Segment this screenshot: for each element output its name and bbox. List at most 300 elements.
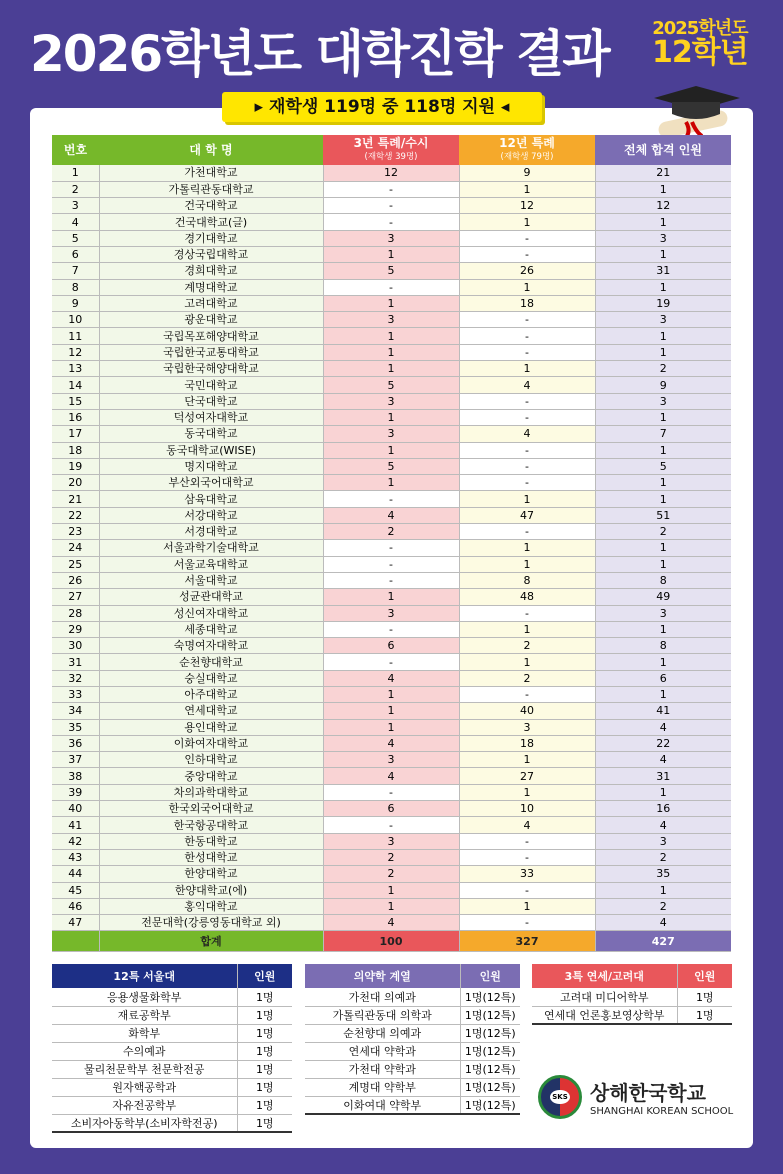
count-total: 3 (595, 230, 731, 246)
count-total: 1 (595, 621, 731, 637)
department: 원자핵공학과 (52, 1078, 237, 1096)
university-name: 가천대학교 (99, 165, 323, 181)
badge-grade: 12학년 (652, 35, 748, 70)
row-number: 13 (52, 361, 99, 377)
department: 고려대 미디어학부 (532, 988, 677, 1006)
table-row (52, 866, 731, 882)
university-name: 한양대학교(에) (99, 882, 323, 898)
count-3year: 5 (323, 458, 459, 474)
count-3year: - (323, 556, 459, 572)
badge-year: 2025학년도 (652, 18, 748, 39)
university-name: 한국외국어대학교 (99, 801, 323, 817)
university-name: 덕성여자대학교 (99, 409, 323, 425)
summary-banner: ▸ 재학생 119명 중 118명 지원 ◂ (222, 92, 542, 122)
count-12year: 3 (459, 719, 595, 735)
table-row (52, 833, 731, 849)
row-number: 45 (52, 882, 99, 898)
count-total: 51 (595, 507, 731, 523)
row-number: 47 (52, 915, 99, 931)
count-3year: 4 (323, 768, 459, 784)
table-row (52, 768, 731, 784)
count-3year: 1 (323, 295, 459, 311)
count-3year: - (323, 181, 459, 197)
count: 1명 (237, 1006, 292, 1024)
count-3year: 6 (323, 638, 459, 654)
university-name: 서강대학교 (99, 507, 323, 523)
count-12year: - (459, 328, 595, 344)
count-total: 4 (595, 817, 731, 833)
row-number: 24 (52, 540, 99, 556)
count-total: 22 (595, 735, 731, 751)
count-total: 1 (595, 409, 731, 425)
count-3year: 3 (323, 752, 459, 768)
row-number: 17 (52, 426, 99, 442)
count-total: 1 (595, 279, 731, 295)
count-12year: - (459, 915, 595, 931)
count-12year: - (459, 344, 595, 360)
count-12year: 1 (459, 181, 595, 197)
subtable-header (305, 964, 520, 988)
department: 연세대 언론홍보영상학부 (532, 1006, 677, 1024)
table-row (52, 458, 731, 474)
university-name: 서울교육대학교 (99, 556, 323, 572)
count-total: 1 (595, 475, 731, 491)
count: 1명 (237, 1078, 292, 1096)
university-name: 경상국립대학교 (99, 246, 323, 262)
count-12year: 1 (459, 654, 595, 670)
university-name: 중앙대학교 (99, 768, 323, 784)
count-3year: 1 (323, 409, 459, 425)
row-number: 42 (52, 833, 99, 849)
row-number: 14 (52, 377, 99, 393)
count-3year: 1 (323, 589, 459, 605)
table-row (52, 491, 731, 507)
count-12year: 26 (459, 263, 595, 279)
count-12year: 4 (459, 426, 595, 442)
count-3year: 3 (323, 312, 459, 328)
count-total: 8 (595, 638, 731, 654)
header-total: 전체 합격 인원 (595, 135, 731, 165)
university-name: 전문대학(강릉영동대학교 외) (99, 915, 323, 931)
university-name: 한동대학교 (99, 833, 323, 849)
table-row (52, 784, 731, 800)
university-name: 고려대학교 (99, 295, 323, 311)
row-number: 4 (52, 214, 99, 230)
row-number: 43 (52, 849, 99, 865)
university-name: 국립목포해양대학교 (99, 328, 323, 344)
table-row (52, 475, 731, 491)
table-row (52, 670, 731, 686)
count-12year: 18 (459, 735, 595, 751)
count-3year: 2 (323, 866, 459, 882)
count-3year: 12 (323, 165, 459, 181)
count-3year: - (323, 572, 459, 588)
university-name: 용인대학교 (99, 719, 323, 735)
subtable-3 (532, 964, 732, 1025)
count-3year: 4 (323, 735, 459, 751)
row-number: 15 (52, 393, 99, 409)
row-number: 26 (52, 572, 99, 588)
count-total: 31 (595, 768, 731, 784)
count-3year: - (323, 654, 459, 670)
count-3year: 1 (323, 687, 459, 703)
row-number: 33 (52, 687, 99, 703)
count-12year: 48 (459, 589, 595, 605)
subtable-header (532, 964, 732, 988)
header-number: 번호 (52, 135, 99, 165)
table-row (52, 361, 731, 377)
row-number: 9 (52, 295, 99, 311)
table-row (52, 687, 731, 703)
subtable-row (532, 1006, 732, 1024)
count-3year: 4 (323, 507, 459, 523)
count: 1명 (237, 1042, 292, 1060)
count: 1명(12특) (460, 1096, 520, 1114)
count: 1명(12특) (460, 1078, 520, 1096)
count-total: 41 (595, 703, 731, 719)
count-12year: 1 (459, 784, 595, 800)
row-number: 35 (52, 719, 99, 735)
count-12year: 18 (459, 295, 595, 311)
count-12year: 1 (459, 214, 595, 230)
count-total: 1 (595, 687, 731, 703)
table-row (52, 295, 731, 311)
count-total: 8 (595, 572, 731, 588)
row-number: 21 (52, 491, 99, 507)
subtable-2 (305, 964, 520, 1115)
university-name: 인하대학교 (99, 752, 323, 768)
count-3year: 2 (323, 849, 459, 865)
table-row (52, 654, 731, 670)
row-number: 8 (52, 279, 99, 295)
row-number: 40 (52, 801, 99, 817)
count-12year: 4 (459, 817, 595, 833)
row-number: 19 (52, 458, 99, 474)
count-3year: - (323, 817, 459, 833)
row-number: 22 (52, 507, 99, 523)
row-number: 20 (52, 475, 99, 491)
count-total: 4 (595, 752, 731, 768)
count: 1명 (237, 1114, 292, 1132)
count-total: 21 (595, 165, 731, 181)
count-3year: 4 (323, 670, 459, 686)
table-row (52, 915, 731, 931)
subtable-row (305, 1042, 520, 1060)
row-number: 38 (52, 768, 99, 784)
header-12year-sub: (재학생 79명) (500, 152, 554, 162)
department: 순천향대 의예과 (305, 1024, 460, 1042)
count-12year: 33 (459, 866, 595, 882)
count-total: 3 (595, 312, 731, 328)
count-3year: 3 (323, 230, 459, 246)
subtable-title: 12특 서울대 (52, 964, 237, 988)
admission-results-table (52, 135, 731, 952)
table-row (52, 507, 731, 523)
count-12year: 8 (459, 572, 595, 588)
count-12year: - (459, 409, 595, 425)
count-12year: 4 (459, 377, 595, 393)
subtable-row (305, 1060, 520, 1078)
count-12year: 9 (459, 165, 595, 181)
row-number: 34 (52, 703, 99, 719)
table-row (52, 246, 731, 262)
university-name: 경기대학교 (99, 230, 323, 246)
graduation-cap-icon (648, 82, 744, 142)
count-12year: - (459, 458, 595, 474)
university-name: 동국대학교 (99, 426, 323, 442)
count-12year: - (459, 605, 595, 621)
university-name: 순천향대학교 (99, 654, 323, 670)
count-total: 16 (595, 801, 731, 817)
subtable-1 (52, 964, 292, 1133)
count-3year: 3 (323, 393, 459, 409)
subtable-title: 의약학 계열 (305, 964, 460, 988)
count-12year: - (459, 230, 595, 246)
count: 1명 (237, 1024, 292, 1042)
count-12year: - (459, 475, 595, 491)
table-row (52, 214, 731, 230)
count-12year: 12 (459, 198, 595, 214)
subtable-row (52, 1042, 292, 1060)
table-row (52, 442, 731, 458)
table-row (52, 589, 731, 605)
count-12year: - (459, 312, 595, 328)
table-row (52, 393, 731, 409)
count-total: 3 (595, 393, 731, 409)
count-3year: 1 (323, 442, 459, 458)
table-row (52, 621, 731, 637)
count-total: 1 (595, 784, 731, 800)
count-12year: 1 (459, 752, 595, 768)
count: 1명 (237, 1096, 292, 1114)
university-name: 이화여자대학교 (99, 735, 323, 751)
count-3year: 1 (323, 475, 459, 491)
row-number: 37 (52, 752, 99, 768)
table-row (52, 181, 731, 197)
total-all: 427 (595, 931, 731, 952)
table-row (52, 409, 731, 425)
count-12year: 1 (459, 898, 595, 914)
count-12year: 10 (459, 801, 595, 817)
count-total: 1 (595, 328, 731, 344)
count-12year: 1 (459, 540, 595, 556)
table-row (52, 426, 731, 442)
count-total: 2 (595, 849, 731, 865)
count-12year: 1 (459, 621, 595, 637)
count-3year: 2 (323, 524, 459, 540)
count-total: 1 (595, 556, 731, 572)
total-number-cell (52, 931, 99, 952)
header-3year (323, 135, 459, 165)
university-name: 세종대학교 (99, 621, 323, 637)
row-number: 44 (52, 866, 99, 882)
university-name: 국립한국교통대학교 (99, 344, 323, 360)
grade-badge (652, 20, 748, 68)
count-total: 35 (595, 866, 731, 882)
row-number: 2 (52, 181, 99, 197)
row-number: 7 (52, 263, 99, 279)
department: 화학부 (52, 1024, 237, 1042)
subtable-row (532, 988, 732, 1006)
count-total: 2 (595, 361, 731, 377)
header-university: 대 학 명 (99, 135, 323, 165)
table-row (52, 572, 731, 588)
count-12year: 2 (459, 670, 595, 686)
count-12year: - (459, 246, 595, 262)
emblem-text: SKS (550, 1090, 570, 1104)
subtable-row (305, 1024, 520, 1042)
table-row (52, 849, 731, 865)
count-total: 3 (595, 833, 731, 849)
total-12year: 327 (459, 931, 595, 952)
row-number: 11 (52, 328, 99, 344)
university-name: 명지대학교 (99, 458, 323, 474)
university-name: 한국항공대학교 (99, 817, 323, 833)
university-name: 단국대학교 (99, 393, 323, 409)
count-3year: 1 (323, 328, 459, 344)
count-total: 6 (595, 670, 731, 686)
row-number: 10 (52, 312, 99, 328)
university-name: 성신여자대학교 (99, 605, 323, 621)
page-title: 2026학년도 대학진학 결과 (30, 25, 609, 83)
count-3year: - (323, 198, 459, 214)
count-total: 7 (595, 426, 731, 442)
count-total: 4 (595, 915, 731, 931)
school-logo (538, 1075, 733, 1119)
count-3year: - (323, 540, 459, 556)
table-row (52, 801, 731, 817)
header-12year (459, 135, 595, 165)
row-number: 3 (52, 198, 99, 214)
department: 가천대 약학과 (305, 1060, 460, 1078)
row-number: 36 (52, 735, 99, 751)
university-name: 홍익대학교 (99, 898, 323, 914)
row-number: 18 (52, 442, 99, 458)
subtable-row (305, 1078, 520, 1096)
university-name: 경희대학교 (99, 263, 323, 279)
university-name: 서울대학교 (99, 572, 323, 588)
count-total: 12 (595, 198, 731, 214)
count-total: 2 (595, 898, 731, 914)
count-12year: - (459, 687, 595, 703)
table-row (52, 263, 731, 279)
table-row (52, 312, 731, 328)
count-3year: - (323, 214, 459, 230)
total-row (52, 931, 731, 952)
table-row (52, 165, 731, 181)
count-12year: - (459, 882, 595, 898)
subtable-row (52, 988, 292, 1006)
row-number: 16 (52, 409, 99, 425)
subtable-row (305, 988, 520, 1006)
count-total: 1 (595, 491, 731, 507)
table-row (52, 198, 731, 214)
row-number: 1 (52, 165, 99, 181)
count-total: 9 (595, 377, 731, 393)
count-12year: 47 (459, 507, 595, 523)
count-12year: - (459, 442, 595, 458)
table-header (52, 135, 731, 165)
university-name: 광운대학교 (99, 312, 323, 328)
count-3year: 1 (323, 246, 459, 262)
table-row (52, 719, 731, 735)
count-12year: 1 (459, 556, 595, 572)
university-name: 동국대학교(WISE) (99, 442, 323, 458)
subtable-title: 3특 연세/고려대 (532, 964, 677, 988)
count-3year: 6 (323, 801, 459, 817)
row-number: 28 (52, 605, 99, 621)
university-name: 숙명여자대학교 (99, 638, 323, 654)
department: 재료공학부 (52, 1006, 237, 1024)
count-3year: - (323, 784, 459, 800)
department: 물리천문학부 천문학전공 (52, 1060, 237, 1078)
department: 이화여대 약학부 (305, 1096, 460, 1114)
university-name: 서울과학기술대학교 (99, 540, 323, 556)
count-12year: 1 (459, 279, 595, 295)
department: 소비자아동학부(소비자학전공) (52, 1114, 237, 1132)
total-3year: 100 (323, 931, 459, 952)
table-row (52, 344, 731, 360)
university-name: 아주대학교 (99, 687, 323, 703)
table-row (52, 735, 731, 751)
subtable-row (52, 1006, 292, 1024)
row-number: 25 (52, 556, 99, 572)
count: 1명(12특) (460, 1024, 520, 1042)
university-name: 삼육대학교 (99, 491, 323, 507)
university-name: 국민대학교 (99, 377, 323, 393)
department: 연세대 약학과 (305, 1042, 460, 1060)
row-number: 27 (52, 589, 99, 605)
count-3year: 5 (323, 263, 459, 279)
count-total: 4 (595, 719, 731, 735)
subtable-row (52, 1114, 292, 1132)
count-12year: - (459, 833, 595, 849)
count-3year: 1 (323, 719, 459, 735)
row-number: 23 (52, 524, 99, 540)
count: 1명(12특) (460, 1060, 520, 1078)
count: 1명 (237, 988, 292, 1006)
count: 1명(12특) (460, 1042, 520, 1060)
row-number: 12 (52, 344, 99, 360)
count-3year: - (323, 621, 459, 637)
row-number: 31 (52, 654, 99, 670)
department: 계명대 약학부 (305, 1078, 460, 1096)
table-row (52, 279, 731, 295)
count-total: 2 (595, 524, 731, 540)
row-number: 29 (52, 621, 99, 637)
university-name: 연세대학교 (99, 703, 323, 719)
school-name-korean: 상해한국학교 (590, 1081, 706, 1105)
department: 응용생물화학부 (52, 988, 237, 1006)
count-total: 1 (595, 181, 731, 197)
university-name: 한양대학교 (99, 866, 323, 882)
count-total: 31 (595, 263, 731, 279)
count-12year: 2 (459, 638, 595, 654)
subtable-count-header: 인원 (237, 964, 292, 988)
count-12year: - (459, 524, 595, 540)
department: 가톨릭관동대 의학과 (305, 1006, 460, 1024)
subtable-row (52, 1060, 292, 1078)
row-number: 30 (52, 638, 99, 654)
table-row (52, 703, 731, 719)
count: 1명(12특) (460, 1006, 520, 1024)
table-row (52, 328, 731, 344)
table-row (52, 540, 731, 556)
count-12year: 1 (459, 491, 595, 507)
count-total: 1 (595, 344, 731, 360)
university-name: 성균관대학교 (99, 589, 323, 605)
count-3year: 4 (323, 915, 459, 931)
